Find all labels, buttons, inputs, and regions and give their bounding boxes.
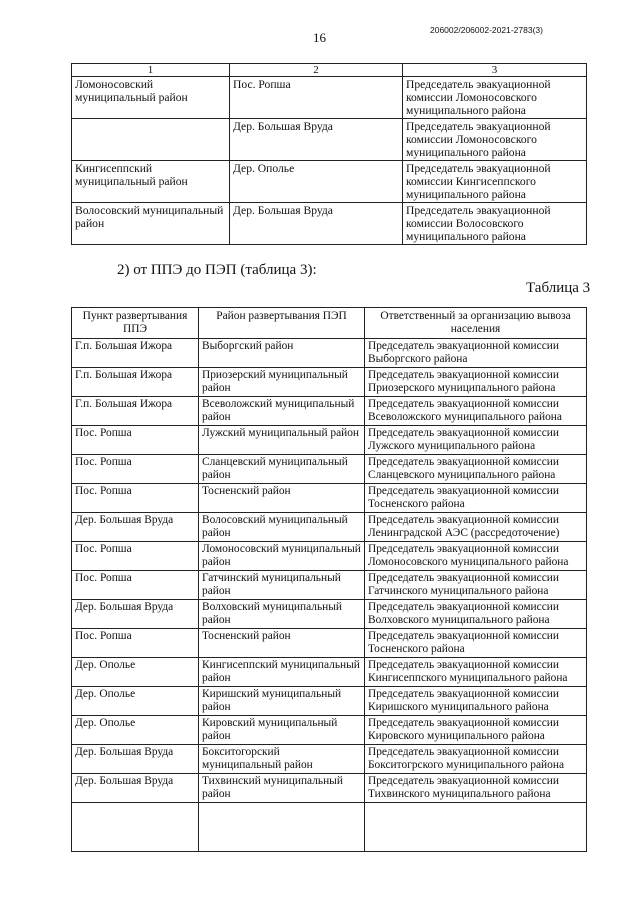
responsible-cell: Председатель эвакуационной комиссии Волосовского муниципального района xyxy=(403,203,587,245)
deployment-district-cell: Киришский муниципальный район xyxy=(199,687,365,716)
responsible-cell: Председатель эвакуационной комиссии Ленинградской АЭС (рассредоточение) xyxy=(365,513,587,542)
district-cell: Волосовский муниципальный район xyxy=(72,203,230,245)
column-number-1: 1 xyxy=(72,64,230,77)
deployment-point-cell: Дер. Ополье xyxy=(72,687,199,716)
table-row xyxy=(72,716,587,745)
responsible-cell: Председатель эвакуационной комиссии Тихвинского муниципального района xyxy=(365,774,587,803)
empty-cell xyxy=(365,803,587,852)
point-cell: Дер. Большая Вруда xyxy=(230,203,403,245)
table-row xyxy=(72,77,587,119)
empty-cell xyxy=(72,803,199,852)
deployment-point-cell: Дер. Большая Вруда xyxy=(72,745,199,774)
table-row xyxy=(72,119,587,161)
district-cell: Ломоносовский муниципальный район xyxy=(72,77,230,119)
column-number-2: 2 xyxy=(230,64,403,77)
page-number: 16 xyxy=(313,30,326,45)
responsible-cell: Председатель эвакуационной комиссии Кингисеппского муниципального района xyxy=(403,161,587,203)
responsible-cell: Председатель эвакуационной комиссии Ломоносовского муниципального района xyxy=(403,119,587,161)
deployment-point-cell: Дер. Большая Вруда xyxy=(72,774,199,803)
deployment-point-cell: Г.п. Большая Ижора xyxy=(72,368,199,397)
deployment-district-cell: Кировский муниципальный район xyxy=(199,716,365,745)
district-cell xyxy=(72,119,230,161)
deployment-district-cell: Тихвинский муниципальный район xyxy=(199,774,365,803)
table-row xyxy=(72,745,587,774)
empty-cell xyxy=(199,803,365,852)
table-row xyxy=(72,774,587,803)
section-subheading: 2) от ППЭ до ПЭП (таблица 3): xyxy=(117,262,317,278)
responsible-cell: Председатель эвакуационной комиссии Тосненского района xyxy=(365,629,587,658)
continuation-table xyxy=(71,63,587,245)
responsible-cell: Председатель эвакуационной комиссии Приозерского муниципального района xyxy=(365,368,587,397)
table-row xyxy=(72,513,587,542)
table-row xyxy=(72,161,587,203)
deployment-district-cell: Выборгский район xyxy=(199,339,365,368)
table-caption: Таблица 3 xyxy=(526,280,591,296)
header-deployment-district: Район развертывания ПЭП xyxy=(199,308,365,339)
deployment-district-cell: Ломоносовский муниципальный район xyxy=(199,542,365,571)
deployment-point-cell: Дер. Ополье xyxy=(72,658,199,687)
deployment-district-cell: Тосненский район xyxy=(199,629,365,658)
responsible-cell: Председатель эвакуационной комиссии Лужского муниципального района xyxy=(365,426,587,455)
table-row xyxy=(72,484,587,513)
responsible-cell: Председатель эвакуационной комиссии Ломоносовского муниципального района xyxy=(403,77,587,119)
deployment-point-cell: Дер. Большая Вруда xyxy=(72,513,199,542)
column-number-3: 3 xyxy=(403,64,587,77)
deployment-point-cell: Пос. Ропша xyxy=(72,571,199,600)
table-row xyxy=(72,629,587,658)
point-cell: Дер. Ополье xyxy=(230,161,403,203)
deployment-district-cell: Тосненский район xyxy=(199,484,365,513)
deployment-district-cell: Гатчинский муниципальный район xyxy=(199,571,365,600)
deployment-district-cell: Волосовский муниципальный район xyxy=(199,513,365,542)
responsible-cell: Председатель эвакуационной комиссии Кировского муниципального района xyxy=(365,716,587,745)
deployment-district-cell: Кингисеппский муниципальный район xyxy=(199,658,365,687)
deployment-point-cell: Пос. Ропша xyxy=(72,484,199,513)
table-row xyxy=(72,397,587,426)
responsible-cell: Председатель эвакуационной комиссии Ломоносовского муниципального района xyxy=(365,542,587,571)
table-row-empty xyxy=(72,803,587,852)
table-row xyxy=(72,455,587,484)
point-cell: Дер. Большая Вруда xyxy=(230,119,403,161)
table-row xyxy=(72,426,587,455)
deployment-point-cell: Пос. Ропша xyxy=(72,426,199,455)
deployment-point-cell: Дер. Большая Вруда xyxy=(72,600,199,629)
table-header-row xyxy=(72,308,587,339)
table-row xyxy=(72,687,587,716)
deployment-point-cell: Пос. Ропша xyxy=(72,455,199,484)
deployment-district-cell: Всеволожский муниципальный район xyxy=(199,397,365,426)
responsible-cell: Председатель эвакуационной комиссии Кингисеппского муниципального района xyxy=(365,658,587,687)
responsible-cell: Председатель эвакуационной комиссии Киришского муниципального района xyxy=(365,687,587,716)
table-row xyxy=(72,203,587,245)
header-deployment-point: Пункт развертывания ППЭ xyxy=(72,308,199,339)
responsible-cell: Председатель эвакуационной комиссии Сланцевского муниципального района xyxy=(365,455,587,484)
deployment-district-cell: Лужский муниципальный район xyxy=(199,426,365,455)
table-header-row xyxy=(72,64,587,77)
responsible-cell: Председатель эвакуационной комиссии Всеволожского муниципального района xyxy=(365,397,587,426)
deployment-point-cell: Г.п. Большая Ижора xyxy=(72,339,199,368)
table-row xyxy=(72,658,587,687)
deployment-district-cell: Сланцевский муниципальный район xyxy=(199,455,365,484)
table-row xyxy=(72,571,587,600)
deployment-point-cell: Пос. Ропша xyxy=(72,542,199,571)
point-cell: Пос. Ропша xyxy=(230,77,403,119)
table-row xyxy=(72,339,587,368)
table-row xyxy=(72,542,587,571)
deployment-district-cell: Бокситогорский муниципальный район xyxy=(199,745,365,774)
table-row xyxy=(72,600,587,629)
responsible-cell: Председатель эвакуационной комиссии Выборгского района xyxy=(365,339,587,368)
table-row xyxy=(72,368,587,397)
responsible-cell: Председатель эвакуационной комиссии Бокситогрского муниципального района xyxy=(365,745,587,774)
deployment-point-cell: Пос. Ропша xyxy=(72,629,199,658)
responsible-cell: Председатель эвакуационной комиссии Гатчинского муниципального района xyxy=(365,571,587,600)
deployment-point-cell: Дер. Ополье xyxy=(72,716,199,745)
header-responsible: Ответственный за организацию вывоза населения xyxy=(365,308,587,339)
responsible-cell: Председатель эвакуационной комиссии Тосненского района xyxy=(365,484,587,513)
deployment-district-cell: Приозерский муниципальный район xyxy=(199,368,365,397)
evacuation-table xyxy=(71,307,587,852)
district-cell: Кингисеппский муниципальный район xyxy=(72,161,230,203)
document-id: 206002/206002-2021-2783(3) xyxy=(430,25,543,35)
responsible-cell: Председатель эвакуационной комиссии Волховского муниципального района xyxy=(365,600,587,629)
deployment-district-cell: Волховский муниципальный район xyxy=(199,600,365,629)
deployment-point-cell: Г.п. Большая Ижора xyxy=(72,397,199,426)
